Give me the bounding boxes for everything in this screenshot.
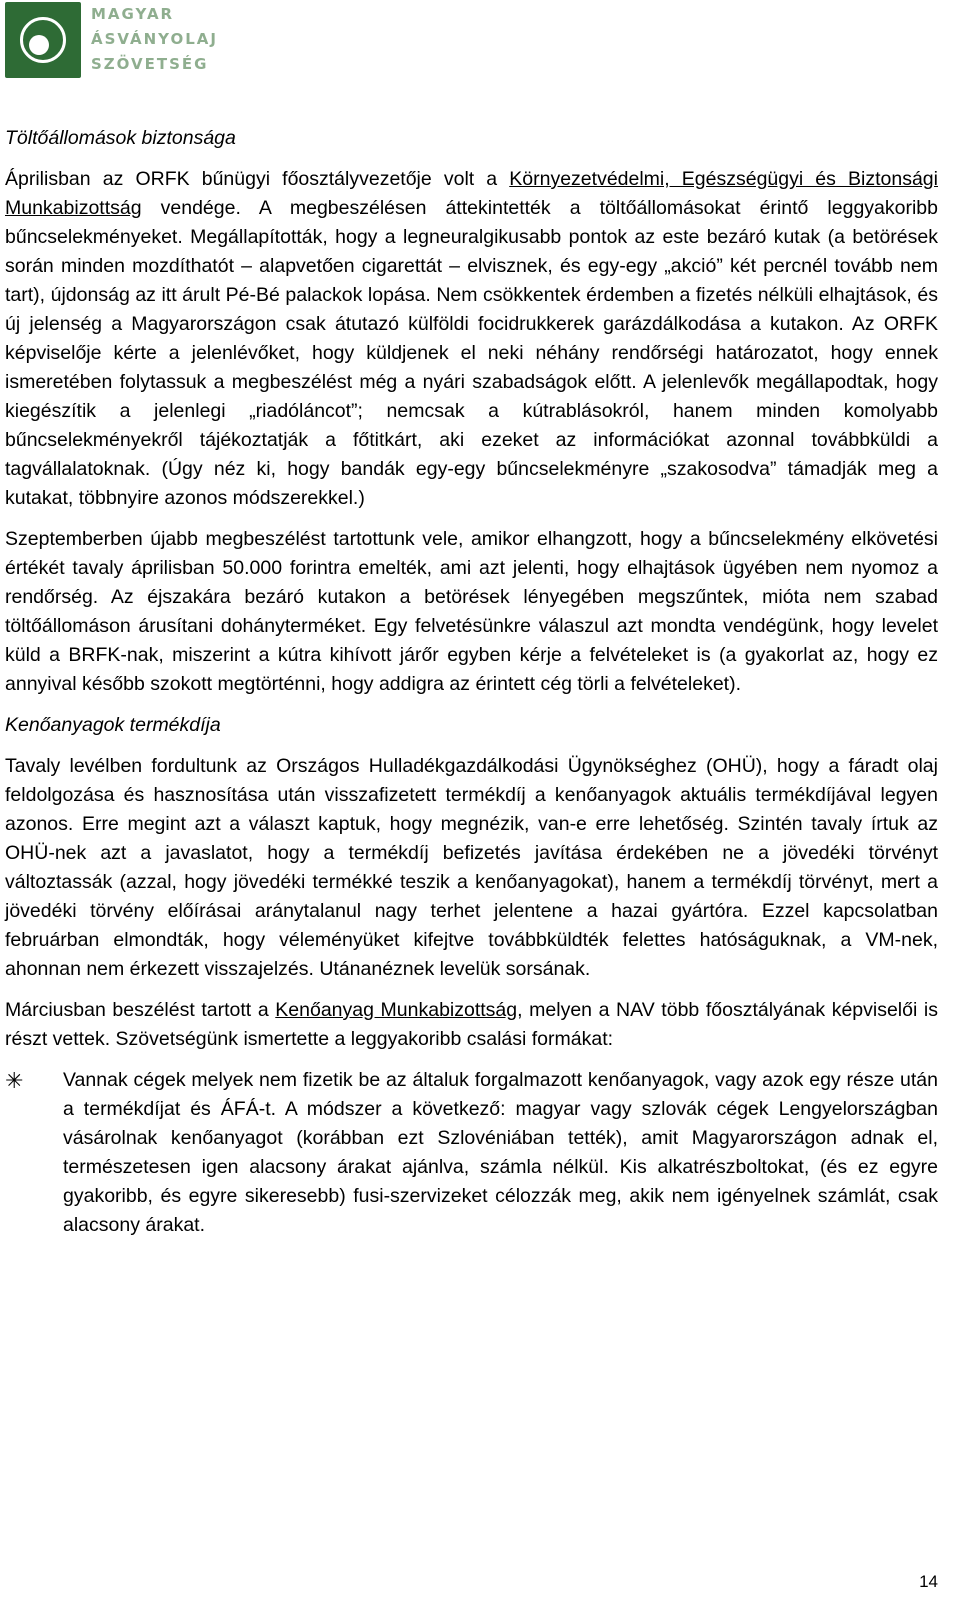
logo-line-1: MAGYAR: [91, 5, 175, 23]
logo-emblem-icon: [5, 2, 81, 78]
paragraph-april-meeting: [5, 165, 938, 513]
paragraph-september-meeting: Szeptemberben újabb megbeszélést tartottunk vele, amikor elhangzott, hogy a bűncselekmény elkövetési értékét tavaly áprilisban 50.000 forintra emelték, ami azt jelenti, hogy elhajtások ügyében nem nyomoz a rendőrség. Az éjszakára bezáró kutakon a betörések lényegében megszűntek, mióta nem szabad töltőállomáson árusítani dohányterméket. Egy felvetésünkre válaszul azt mondta vendégünk, hogy levelet küld a BRFK-nak, miszerint a kútra kihívott járőr egyben kérje a felvételeket is (a gyakorlat az, hogy ez annyival később szokott megtörténni, hogy addigra az érintett cég törli a felvételeket).: [5, 528, 938, 695]
document-body: [5, 124, 938, 1240]
paragraph-ohu-letter: Tavaly levélben fordultunk az Országos Hulladékgazdálkodási Ügynökséghez (OHÜ), hogy a fáradt olaj feldolgozása és hasznosítása után visszafizetett termékdíj a kenőanyagok aktuális termékdíjával legyen azonos. Erre megint azt a választ kaptuk, hogy megnézik, van-e erre lehetőség. Szintén tavaly írtuk az OHÜ-nek azt a javaslatot, hogy a termékdíj befizetés javítása érdekében ne a jövedéki törvényt változtassák (azzal, hogy jövedéki termékké teszik a kenőanyagokat), hanem a termékdíj törvényt, mert a jövedéki törvény előírásai aránytalanul nagy terhet jelentene a hazai gyártóra. Ezzel kapcsolatban februárban elmondták, hogy véleményüket kifejtve továbbküldték felettes hatóságuknak, a VM-nek, ahonnan nem érkezett visszajelzés. Utánanéznek levelük sorsának.: [5, 755, 938, 980]
section-heading-lubricant-fee: Kenőanyagok termékdíja: [5, 714, 221, 736]
asterisk-bullet-icon: ✳: [5, 1068, 24, 1093]
bullet-item: [5, 1066, 938, 1240]
logo-line-2: ÁSVÁNYOLAJ: [91, 30, 218, 48]
paragraph-text: Márciusban beszélést tartott a: [5, 999, 276, 1021]
logo-text: [91, 2, 218, 77]
committee-link[interactable]: Környezetvédelmi, Egészségügyi és Biztonsági Munkabizottság: [5, 168, 938, 219]
paragraph-march-meeting: [5, 996, 938, 1054]
paragraph-text: , melyen a NAV több főosztályának képviselői is részt vettek. Szövetségünk ismertette a leggyakoribb csalási formákat:: [5, 999, 939, 1050]
lubricant-committee-link[interactable]: Kenőanyag Munkabizottság: [275, 999, 518, 1021]
page-number: 14: [919, 1572, 938, 1591]
logo-line-3: SZÖVETSÉG: [91, 55, 209, 73]
paragraph-text: vendége. A megbeszélésen áttekintették a töltőállomásokat érintő leggyakoribb bűncselekményeket. Megállapították, hogy a legneuralgikusabb pontok az este bezáró kutak (a betörések során minden mozdíthatót – alapvetően cigarettát – elvisznek, és egy-egy „akció” két percnél tovább nem tart), újdonság az itt árult Pé-Bé palackok lopása. Nem csökkentek érdemben a fizetés nélküli elhajtások, és új jelenség a Magyarországon csak átutazó külföldi focidrukkerek garázdálkodása a kutakon. Az ORFK képviselője kérte a jelenlévőket, hogy küldjenek el neki néhány rendőrségi határozatot, hogy ennek ismeretében folytassuk a megbeszélést még a nyári szabadságok előtt. A jelenlevők megállapodtak, hogy kiegészítik a jelenlegi „riadóláncot”; nemcsak a kútrablásokról, hanem minden komolyabb bűncselekményekről tájékoztatják a főtitkárt, aki ezeket az információkat azonnal továbbküldi a tagvállalatoknak. (Úgy néz ki, hogy bandák egy-egy bűncselekményre „szakosodva” támadják meg a kutakat, többnyire azonos módszerekkel.): [5, 197, 938, 509]
bullet-text: Vannak cégek melyek nem fizetik be az általuk forgalmazott kenőanyagok, vagy azok egy része után a termékdíjat és ÁFÁ-t. A módszer a következő: magyar vagy szlovák cégek Lengyelországban vásárolnak kenőanyagot (korábban ezt Szlovéniában tették), amit Magyarországon adnak el, természetesen igen alacsony árakat ajánlva, számla nélkül. Kis alkatrészboltokat, (és ez egyre gyakoribb, és egyre sikeresebb) fusi-szervizeket célozzák meg, akik nem igényelnek számlát, csak alacsony árakat.: [63, 1069, 938, 1236]
paragraph-text: Áprilisban az ORFK bűnügyi főosztályvezetője volt a: [5, 168, 510, 190]
association-logo: [5, 2, 265, 82]
section-heading-fuel-station-security: Töltőállomások biztonsága: [5, 127, 236, 149]
